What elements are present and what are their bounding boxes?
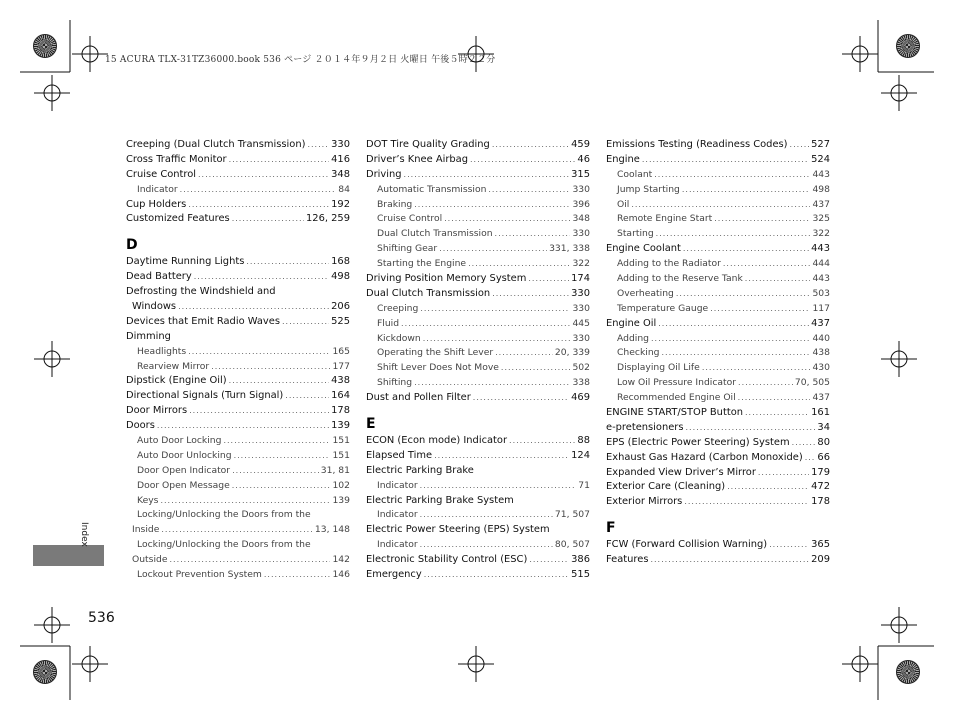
entry-label: Dual Clutch Transmission xyxy=(366,287,491,299)
entry-label: Emergency xyxy=(366,569,422,581)
entry-page-ref[interactable]: 13, 148 xyxy=(314,524,350,536)
print-header: 15 ACURA TLX-31TZ36000.book 536 ページ ２０１４年９月２日 火曜日 午後５時２２分 xyxy=(105,55,496,65)
entry-page-ref[interactable]: 437 xyxy=(812,392,830,404)
entry-label: Outside xyxy=(132,554,168,566)
entry-label: Cruise Control xyxy=(377,213,443,225)
entry-page-ref[interactable]: 71 xyxy=(578,479,590,491)
entry-page-ref[interactable]: 525 xyxy=(331,315,350,327)
entry-page-ref[interactable]: 139 xyxy=(331,420,350,432)
registration-rosette-icon xyxy=(896,34,920,58)
entry-label: Engine Oil xyxy=(606,317,657,329)
entry-label: Cup Holders xyxy=(126,198,187,210)
entry-label: Electric Parking Brake System xyxy=(366,494,514,506)
entry-label: Locking/Unlocking the Doors from the xyxy=(137,509,311,521)
entry-page-ref[interactable]: 165 xyxy=(332,345,350,357)
registration-rosette-icon xyxy=(33,34,57,58)
entry-label: Dimming xyxy=(126,330,171,342)
entry-page-ref[interactable]: 80, 507 xyxy=(554,539,590,551)
entry-label: Elapsed Time xyxy=(366,449,433,461)
entry-label: e-pretensioners xyxy=(606,421,684,433)
entry-label: Indicator xyxy=(137,183,178,195)
entry-page-ref[interactable]: 177 xyxy=(332,360,350,372)
entry-label: Keys xyxy=(137,494,159,506)
entry-label: Emissions Testing (Readiness Codes) xyxy=(606,139,788,150)
entry-page-ref[interactable]: 440 xyxy=(812,332,830,344)
entry-label: Door Open Message xyxy=(137,479,230,491)
registration-rosette-icon xyxy=(896,660,920,684)
entry-label: Inside xyxy=(132,524,160,536)
entry-page-ref[interactable]: 330 xyxy=(572,183,590,195)
entry-page-ref[interactable]: 445 xyxy=(572,317,590,329)
entry-page-ref[interactable]: 88 xyxy=(577,435,590,447)
entry-label: Exhaust Gas Hazard (Carbon Monoxide) xyxy=(606,451,803,463)
entry-label: Indicator xyxy=(377,539,418,551)
registration-rosette-icon xyxy=(33,660,57,684)
entry-page-ref[interactable]: 502 xyxy=(572,362,590,374)
entry-page-ref[interactable]: 438 xyxy=(331,375,350,387)
entry-label: DOT Tire Quality Grading xyxy=(366,139,490,150)
entry-label: Engine Coolant xyxy=(606,243,681,255)
entry-page-ref[interactable]: 469 xyxy=(571,392,590,404)
entry-page-ref[interactable]: 386 xyxy=(571,554,590,566)
page-number: 536 xyxy=(88,610,115,626)
entry-label: Cross Traffic Monitor xyxy=(126,153,227,165)
entry-label: Starting the Engine xyxy=(377,258,467,270)
entry-page-ref[interactable]: 331, 338 xyxy=(549,243,590,255)
index-letter-heading: F xyxy=(606,520,616,537)
entry-page-ref[interactable]: 338 xyxy=(572,377,590,389)
entry-label: FCW (Forward Collision Warning) xyxy=(606,539,768,551)
entry-page-ref[interactable]: 437 xyxy=(812,198,830,210)
entry-page-ref[interactable]: 443 xyxy=(811,243,830,255)
entry-label: Dipstick (Engine Oil) xyxy=(126,375,227,387)
entry-page-ref[interactable]: 330 xyxy=(331,139,350,150)
entry-page-ref[interactable]: 192 xyxy=(331,198,350,210)
entry-label: Indicator xyxy=(377,509,418,521)
entry-page-ref[interactable]: 315 xyxy=(571,168,590,180)
entry-label: Remote Engine Start xyxy=(617,213,713,225)
entry-label: Devices that Emit Radio Waves xyxy=(126,315,280,327)
entry-page-ref[interactable]: 34 xyxy=(817,421,830,433)
entry-label: Directional Signals (Turn Signal) xyxy=(126,390,284,402)
entry-label: Electronic Stability Control (ESC) xyxy=(366,554,528,566)
entry-page-ref[interactable]: 70, 505 xyxy=(794,377,830,389)
entry-label: Daytime Running Lights xyxy=(126,256,245,268)
entry-label: Dust and Pollen Filter xyxy=(366,392,471,404)
entry-label: Checking xyxy=(617,347,660,359)
entry-label: Locking/Unlocking the Doors from the xyxy=(137,539,311,551)
entry-page-ref[interactable]: 164 xyxy=(331,390,350,402)
entry-label: Exterior Mirrors xyxy=(606,496,683,508)
entry-page-ref[interactable]: 330 xyxy=(571,287,590,299)
entry-page-ref[interactable]: 174 xyxy=(571,273,590,285)
entry-page-ref[interactable]: 524 xyxy=(811,153,830,165)
entry-page-ref[interactable]: 330 xyxy=(572,302,590,314)
entry-label: Headlights xyxy=(137,345,187,357)
entry-page-ref[interactable]: 330 xyxy=(572,332,590,344)
entry-label: Operating the Shift Lever xyxy=(377,347,494,359)
entry-page-ref[interactable]: 151 xyxy=(332,435,350,447)
entry-page-ref[interactable]: 20, 339 xyxy=(554,347,590,359)
entry-label: Temperature Gauge xyxy=(617,302,709,314)
entry-label: Overheating xyxy=(617,287,674,299)
entry-label: Automatic Transmission xyxy=(377,183,487,195)
entry-page-ref[interactable]: 178 xyxy=(331,405,350,417)
entry-page-ref[interactable]: 139 xyxy=(332,494,350,506)
entry-page-ref[interactable]: 443 xyxy=(812,168,830,180)
entry-label: Dual Clutch Transmission xyxy=(377,228,493,240)
entry-page-ref[interactable]: 438 xyxy=(812,347,830,359)
entry-page-ref[interactable]: 330 xyxy=(572,228,590,240)
index-letter-heading: D xyxy=(126,237,138,254)
entry-page-ref[interactable]: 498 xyxy=(812,183,830,195)
entry-page-ref[interactable]: 527 xyxy=(811,139,830,150)
entry-label: Fluid xyxy=(377,317,400,329)
entry-label: Kickdown xyxy=(377,332,421,344)
entry-page-ref[interactable]: 498 xyxy=(331,271,350,283)
entry-label: Defrosting the Windshield and xyxy=(126,286,276,298)
entry-page-ref[interactable]: 416 xyxy=(331,153,350,165)
entry-page-ref[interactable]: 322 xyxy=(812,228,830,240)
entry-page-ref[interactable]: 430 xyxy=(812,362,830,374)
entry-page-ref[interactable]: 66 xyxy=(817,451,830,463)
entry-label: Auto Door Unlocking xyxy=(137,449,232,461)
entry-page-ref[interactable]: 102 xyxy=(332,479,350,491)
entry-page-ref[interactable]: 209 xyxy=(811,554,830,566)
entry-page-ref[interactable]: 71, 507 xyxy=(554,509,590,521)
entry-label: Electric Parking Brake xyxy=(366,464,474,476)
entry-label: Auto Door Locking xyxy=(137,435,222,447)
entry-page-ref[interactable]: 206 xyxy=(331,301,350,313)
entry-label: Driver’s Knee Airbag xyxy=(366,153,468,165)
entry-label: Electric Power Steering (EPS) System xyxy=(366,524,550,536)
entry-page-ref[interactable]: 146 xyxy=(332,569,350,581)
entry-label: EPS (Electric Power Steering) System xyxy=(606,436,790,448)
entry-label: Cruise Control xyxy=(126,168,197,180)
entry-page-ref[interactable]: 124 xyxy=(571,449,590,461)
entry-label: Exterior Care (Cleaning) xyxy=(606,481,726,493)
entry-page-ref[interactable]: 515 xyxy=(571,569,590,581)
entry-page-ref[interactable]: 325 xyxy=(812,213,830,225)
entry-label: Rearview Mirror xyxy=(137,360,210,372)
entry-label: Door Mirrors xyxy=(126,405,188,417)
entry-label: Shifting xyxy=(377,377,413,389)
entry-label: ECON (Econ mode) Indicator xyxy=(366,435,508,447)
entry-page-ref[interactable]: 31, 81 xyxy=(320,464,350,476)
entry-label: Lockout Prevention System xyxy=(137,569,262,581)
entry-label: Door Open Indicator xyxy=(137,464,231,476)
entry-page-ref[interactable]: 444 xyxy=(812,258,830,270)
entry-label: Starting xyxy=(617,228,654,240)
entry-page-ref[interactable]: 503 xyxy=(812,287,830,299)
entry-label: Indicator xyxy=(377,479,418,491)
entry-label: Expanded View Driver’s Mirror xyxy=(606,466,756,478)
entry-label: Driving xyxy=(366,168,402,180)
entry-label: Creeping (Dual Clutch Transmission) xyxy=(126,139,306,150)
entry-page-ref[interactable]: 179 xyxy=(811,466,830,478)
entry-label: Jump Starting xyxy=(617,183,680,195)
entry-label: Braking xyxy=(377,198,413,210)
entry-page-ref[interactable]: 46 xyxy=(577,153,590,165)
entry-label: Features xyxy=(606,554,649,566)
entry-label: Doors xyxy=(126,420,155,432)
entry-page-ref[interactable]: 80 xyxy=(817,436,830,448)
entry-page-ref[interactable]: 126, 259 xyxy=(306,213,350,225)
entry-page-ref[interactable]: 348 xyxy=(572,213,590,225)
entry-label: Shifting Gear xyxy=(377,243,438,255)
entry-label: Customized Features xyxy=(126,213,230,225)
entry-page-ref[interactable]: 365 xyxy=(811,539,830,551)
entry-page-ref[interactable]: 322 xyxy=(572,258,590,270)
entry-label: Creeping xyxy=(377,302,419,314)
entry-page-ref[interactable]: 437 xyxy=(811,317,830,329)
entry-page-ref[interactable]: 142 xyxy=(332,554,350,566)
entry-page-ref[interactable]: 443 xyxy=(812,273,830,285)
entry-label: Displaying Oil Life xyxy=(617,362,700,374)
entry-label: Adding to the Reserve Tank xyxy=(617,273,743,285)
entry-page-ref[interactable]: 459 xyxy=(571,139,590,150)
entry-page-ref[interactable]: 472 xyxy=(811,481,830,493)
entry-label: ENGINE START/STOP Button xyxy=(606,407,743,419)
entry-label: Adding xyxy=(617,332,649,344)
entry-label: Coolant xyxy=(617,168,653,180)
entry-label: Windows xyxy=(132,301,177,313)
entry-page-ref[interactable]: 151 xyxy=(332,449,350,461)
entry-label: Low Oil Pressure Indicator xyxy=(617,377,737,389)
entry-page-ref[interactable]: 396 xyxy=(572,198,590,210)
entry-label: Dead Battery xyxy=(126,271,192,283)
entry-page-ref[interactable]: 117 xyxy=(812,302,830,314)
entry-page-ref[interactable]: 168 xyxy=(331,256,350,268)
entry-page-ref[interactable]: 178 xyxy=(811,496,830,508)
entry-label: Adding to the Radiator xyxy=(617,258,721,270)
index-letter-heading: E xyxy=(366,416,376,433)
entry-label: Oil xyxy=(617,198,630,210)
index-side-label: Index xyxy=(79,522,89,547)
entry-label: Driving Position Memory System xyxy=(366,273,527,285)
entry-page-ref[interactable]: 84 xyxy=(338,183,350,195)
entry-page-ref[interactable]: 348 xyxy=(331,168,350,180)
entry-page-ref[interactable]: 161 xyxy=(811,407,830,419)
entry-label: Recommended Engine Oil xyxy=(617,392,736,404)
entry-label: Engine xyxy=(606,153,640,165)
entry-label: Shift Lever Does Not Move xyxy=(377,362,499,374)
